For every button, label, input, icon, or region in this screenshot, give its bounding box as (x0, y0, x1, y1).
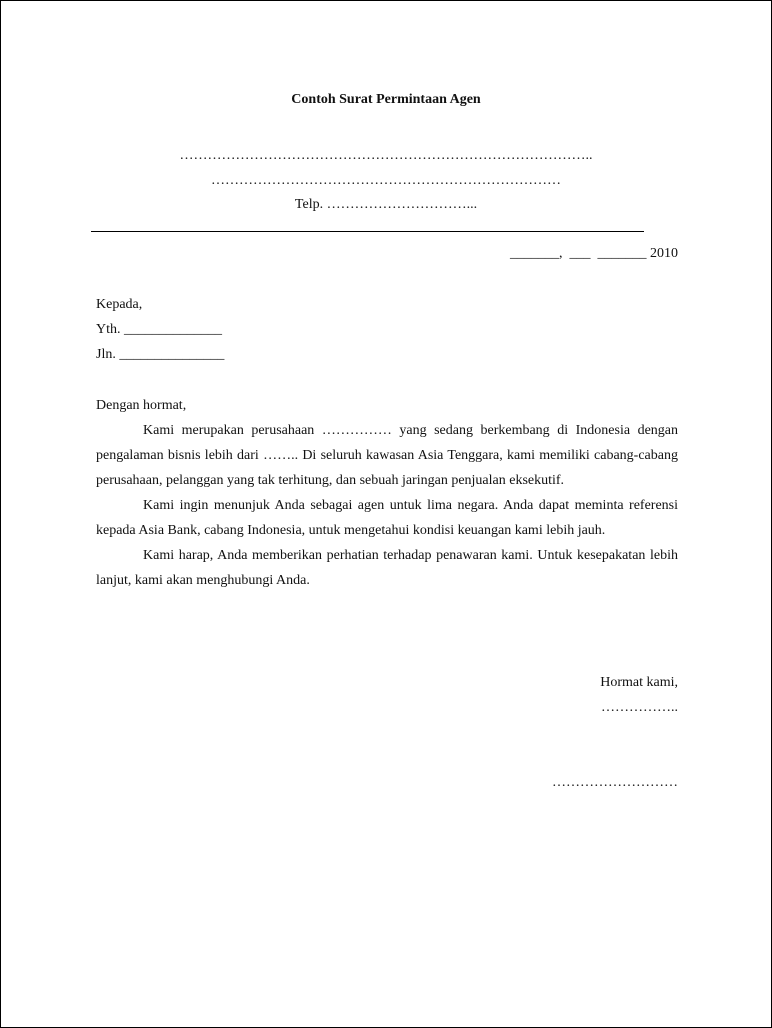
closing-salutation: Hormat kami, (600, 675, 678, 690)
signature-dots: ……………………… (552, 775, 678, 790)
greeting: Dengan hormat, (96, 398, 187, 413)
paragraph-2: Kami ingin menunjuk Anda sebagai agen untuk lima negara. Anda dapat meminta referensi kepada Asia Bank, cabang Indonesia, untuk mengetahui kondisi keuangan kami lebih jauh. (96, 498, 678, 538)
address-line-1: …………………………………………………………………………….. (179, 148, 593, 163)
recipient-jln: Jln. _______________ (96, 347, 225, 362)
recipient-yth: Yth. ______________ (96, 322, 222, 337)
header-divider (91, 231, 644, 232)
recipient-kepada: Kepada, (96, 297, 143, 312)
letter-body (96, 393, 678, 593)
closing-dots: …………….. (601, 700, 678, 715)
paragraph-1: Kami merupakan perusahaan …………… yang sedang berkembang di Indonesia dengan pengalaman bisnis lebih dari …….. Di seluruh kawasan Asia Tenggara, kami memiliki cabang-cabang perusahaan, pelanggan yang tak terhitung, dan sebuah jaringan penjualan eksekutif. (96, 423, 678, 488)
date-line: _______, ___ _______ 2010 (510, 246, 678, 261)
address-line-2: ………………………………………………………………… (211, 173, 561, 188)
telp-line: Telp. …………………………... (294, 197, 478, 212)
letter-title: Contoh Surat Permintaan Agen (291, 92, 481, 107)
paragraph-3: Kami harap, Anda memberikan perhatian terhadap penawaran kami. Untuk kesepakatan lebih lanjut, kami akan menghubungi Anda. (96, 548, 678, 588)
